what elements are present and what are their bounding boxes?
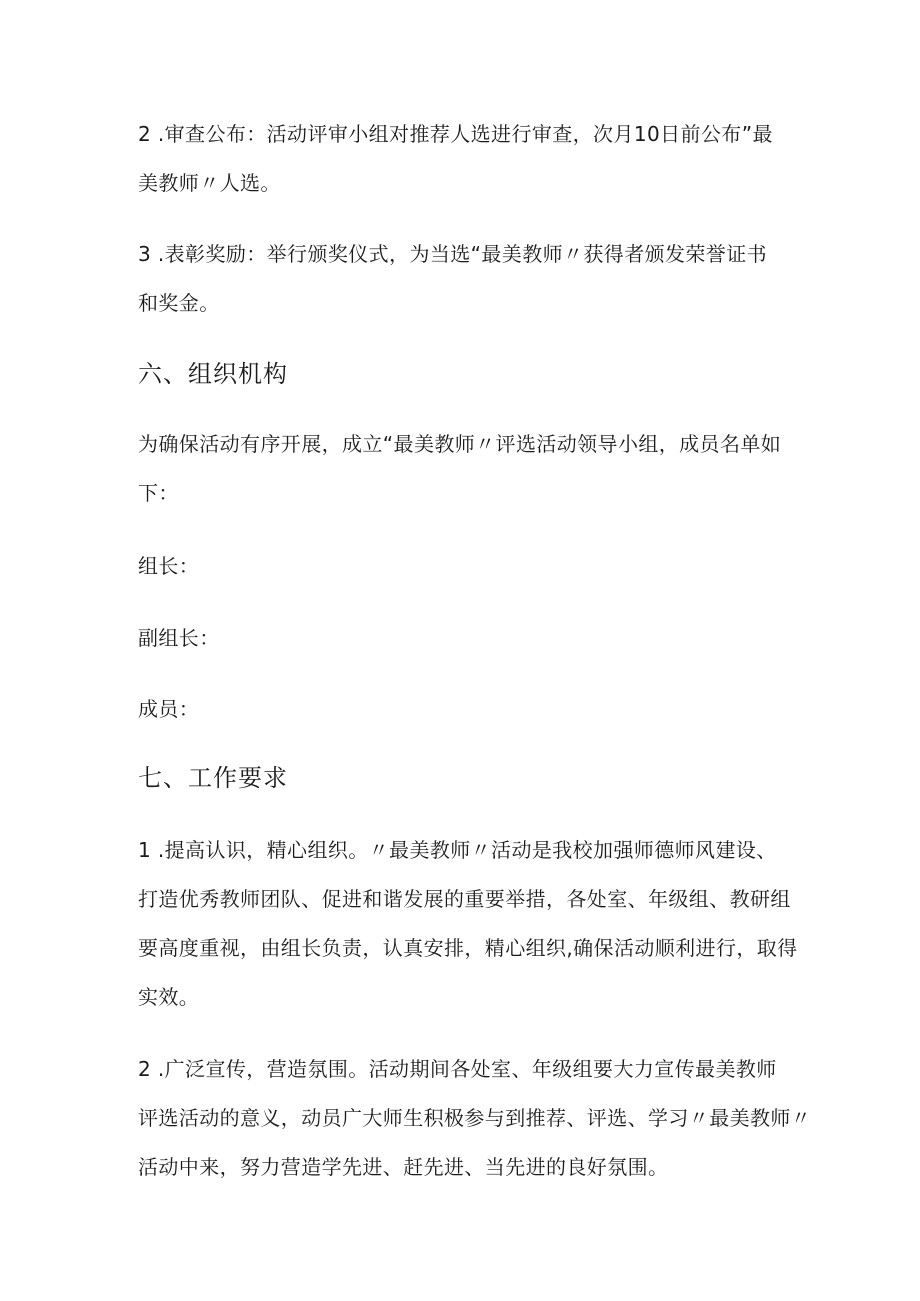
- text-line: 2 .广泛宣传，营造氛围。活动期间各处室、年级组要大力宣传最美教师: [138, 1057, 777, 1081]
- text-line: 下：: [138, 481, 179, 505]
- deputy-leader-line: 副组长：: [138, 626, 220, 650]
- text-line: 评选活动的意义，动员广大师生积极参与到推荐、评选、学习〃最美教师〃: [138, 1106, 812, 1130]
- text-line: 实效。: [138, 985, 200, 1009]
- text-line: 2 .审查公布：活动评审小组对推荐人选进行审查，次月10日前公布”最: [138, 122, 773, 146]
- text-line: 3 .表彰奖励：举行颁奖仪式，为当选“最美教师〃获得者颁发荣誉证书: [138, 242, 768, 266]
- text-line: 要高度重视，由组长负责，认真安排，精心组织,确保活动顺利进行，取得: [138, 936, 798, 960]
- section-heading-organization: 六、组织机构: [138, 360, 288, 388]
- leader-line: 组长：: [138, 554, 200, 578]
- text-line: 为确保活动有序开展，成立“最美教师〃评选活动领导小组，成员名单如: [138, 432, 782, 456]
- text-line: 美教师〃人选。: [138, 171, 281, 195]
- text-line: 1 .提高认识，精心组织。〃最美教师〃活动是我校加强师德师风建设、: [138, 838, 777, 862]
- text-line: 打造优秀教师团队、促进和谐发展的重要举措，各处室、年级组、教研组: [138, 887, 791, 911]
- members-line: 成员：: [138, 697, 200, 721]
- section-heading-requirements: 七、工作要求: [138, 764, 288, 792]
- text-line: 活动中来，努力营造学先进、赶先进、当先进的良好氛围。: [138, 1155, 669, 1179]
- text-line: 和奖金。: [138, 291, 220, 315]
